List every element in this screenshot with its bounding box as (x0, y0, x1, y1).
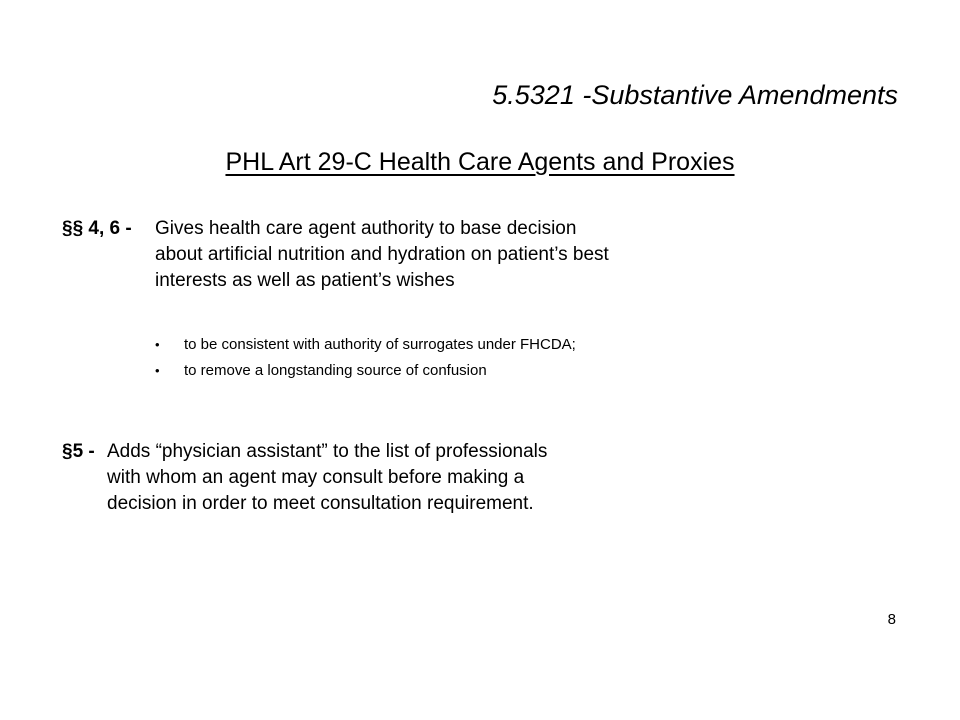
section-section-5 (62, 439, 647, 517)
bullet-icon: • (155, 337, 160, 352)
section-description: Adds “physician assistant” to the list of professionals with whom an agent may consult before making a decision in order to meet consultation requirement. (107, 441, 548, 514)
list-item (155, 332, 576, 358)
section-reference: §§ 4, 6 - (62, 218, 132, 239)
bullet-text: to be consistent with authority of surrogates under FHCDA; (184, 336, 576, 353)
section-row (62, 216, 715, 294)
bullet-icon: • (155, 363, 160, 378)
section-reference: §5 - (62, 441, 95, 462)
section-sections-4-6 (62, 216, 715, 294)
bullet-text: to remove a longstanding source of confusion (184, 362, 487, 379)
slide-subtitle: PHL Art 29-C Health Care Agents and Proxies (225, 148, 735, 176)
bullet-list (155, 332, 576, 384)
slide-title: 5.5321 -Substantive Amendments (492, 80, 898, 110)
page-number: 8 (887, 611, 896, 628)
list-item (155, 358, 576, 384)
section-row (62, 439, 647, 517)
section-description: Gives health care agent authority to base decision about artificial nutrition and hydration on patient’s best interests as well as patient’s wishes (155, 218, 609, 291)
